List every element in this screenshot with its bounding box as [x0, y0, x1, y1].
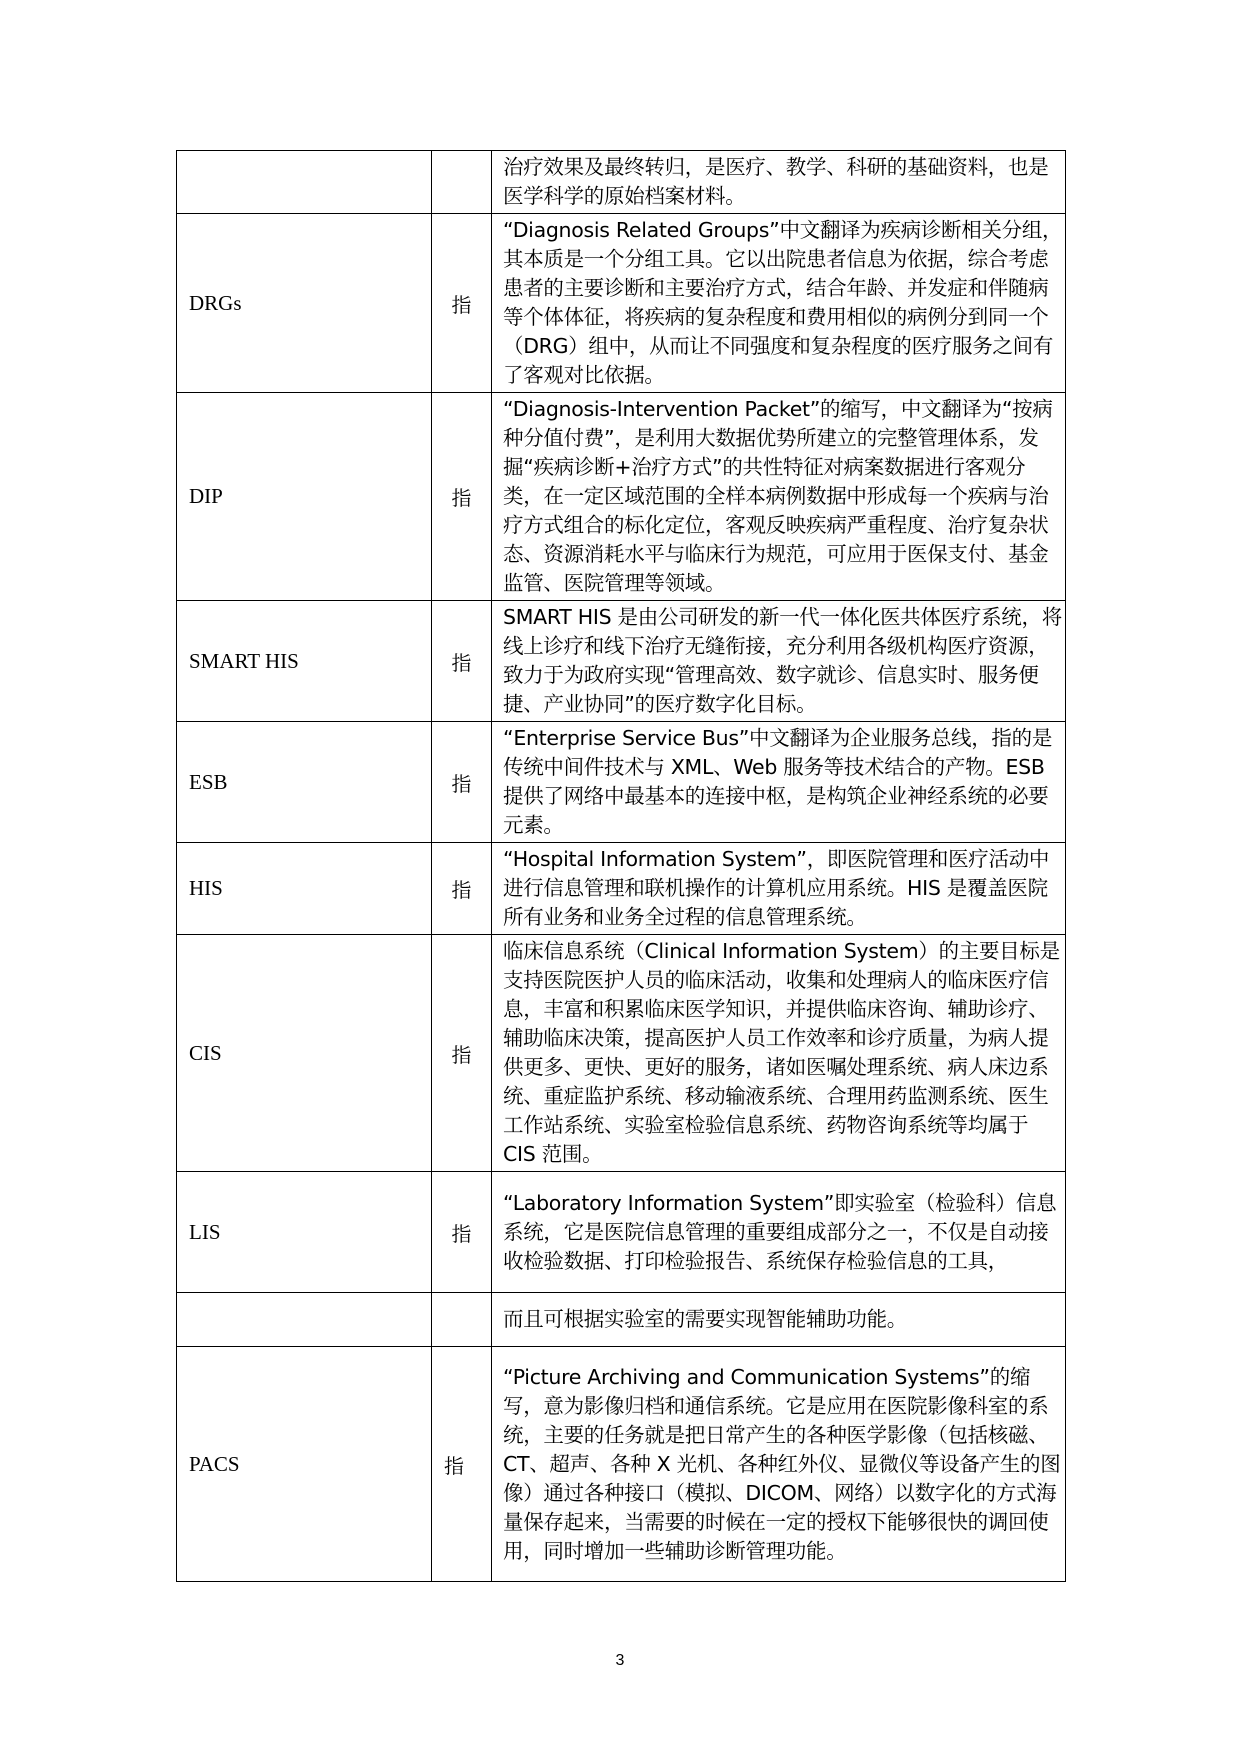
term-cell: DRGs: [177, 214, 432, 393]
mark-cell: [432, 1293, 492, 1347]
mark-cell: 指: [432, 1347, 492, 1582]
mark-cell: 指: [432, 393, 492, 601]
term-cell: [177, 151, 432, 214]
table-row: [177, 393, 1066, 601]
description-cell: 而且可根据实验室的需要实现智能辅助功能。: [492, 1293, 1066, 1347]
description-cell: “Hospital Information System”，即医院管理和医疗活动中进行信息管理和联机操作的计算机应用系统。HIS 是覆盖医院所有业务和业务全过程的信息管理系统。: [492, 843, 1066, 935]
page-number: 3: [615, 1652, 625, 1669]
table-row: [177, 935, 1066, 1172]
table-row: [177, 214, 1066, 393]
term-cell: DIP: [177, 393, 432, 601]
term-cell: SMART HIS: [177, 601, 432, 722]
description-cell: “Diagnosis Related Groups”中文翻译为疾病诊断相关分组，其本质是一个分组工具。它以出院患者信息为依据，综合考虑患者的主要诊断和主要治疗方式，结合年龄、并发症和伴随病等个体体征，将疾病的复杂程度和费用相似的病例分到同一个（DRG）组中，从而让不同强度和复杂程度的医疗服务之间有了客观对比依据。: [492, 214, 1066, 393]
term-cell: PACS: [177, 1347, 432, 1582]
term-cell: HIS: [177, 843, 432, 935]
mark-cell: 指: [432, 722, 492, 843]
mark-cell: 指: [432, 935, 492, 1172]
table-row: [177, 151, 1066, 214]
mark-cell: 指: [432, 1172, 492, 1293]
term-cell: ESB: [177, 722, 432, 843]
table-row: [177, 722, 1066, 843]
glossary-table: [176, 150, 1066, 1582]
mark-cell: [432, 151, 492, 214]
description-cell: “Picture Archiving and Communication Systems”的缩写，意为影像归档和通信系统。它是应用在医院影像科室的系统，主要的任务就是把日常产生的各种医学影像（包括核磁、 CT、超声、各种 X 光机、各种红外仪、显微仪等设备产生的图像）通过各种接口（模拟、DICOM、网络）以数字化的方式海量保存起来，当需要的时候在一定的授权下能够很快的调回使用，同时增加一些辅助诊断管理功能。: [492, 1347, 1066, 1582]
term-cell: [177, 1293, 432, 1347]
term-cell: CIS: [177, 935, 432, 1172]
mark-cell: 指: [432, 843, 492, 935]
table-row: [177, 843, 1066, 935]
description-cell: “Diagnosis-Intervention Packet”的缩写，中文翻译为“按病种分值付费”，是利用大数据优势所建立的完整管理体系，发掘“疾病诊断+治疗方式”的共性特征对病案数据进行客观分类，在一定区域范围的全样本病例数据中形成每一个疾病与治疗方式组合的标化定位，客观反映疾病严重程度、治疗复杂状态、资源消耗水平与临床行为规范，可应用于医保支付、基金监管、医院管理等领域。: [492, 393, 1066, 601]
description-cell: “Enterprise Service Bus”中文翻译为企业服务总线，指的是传统中间件技术与 XML、Web 服务等技术结合的产物。ESB 提供了网络中最基本的连接中枢，是构筑企业神经系统的必要元素。: [492, 722, 1066, 843]
table-row: [177, 1347, 1066, 1582]
term-cell: LIS: [177, 1172, 432, 1293]
description-cell: SMART HIS 是由公司研发的新一代一体化医共体医疗系统，将线上诊疗和线下治疗无缝衔接，充分利用各级机构医疗资源，致力于为政府实现“管理高效、数字就诊、信息实时、服务便捷、产业协同”的医疗数字化目标。: [492, 601, 1066, 722]
mark-cell: 指: [432, 214, 492, 393]
mark-cell: 指: [432, 601, 492, 722]
table-row: [177, 1293, 1066, 1347]
table-row: [177, 601, 1066, 722]
table-row: [177, 1172, 1066, 1293]
description-cell: 治疗效果及最终转归，是医疗、教学、科研的基础资料，也是医学科学的原始档案材料。: [492, 151, 1066, 214]
description-cell: 临床信息系统（Clinical Information System）的主要目标是支持医院医护人员的临床活动，收集和处理病人的临床医疗信息，丰富和积累临床医学知识，并提供临床咨询、辅助诊疗、辅助临床决策，提高医护人员工作效率和诊疗质量，为病人提供更多、更快、更好的服务，诸如医嘱处理系统、病人床边系统、重症监护系统、移动输液系统、合理用药监测系统、医生工作站系统、实验室检验信息系统、药物咨询系统等均属于 CIS 范围。: [492, 935, 1066, 1172]
description-cell: “Laboratory Information System”即实验室（检验科）信息系统，它是医院信息管理的重要组成部分之一，不仅是自动接收检验数据、打印检验报告、系统保存检验信息的工具，: [492, 1172, 1066, 1293]
